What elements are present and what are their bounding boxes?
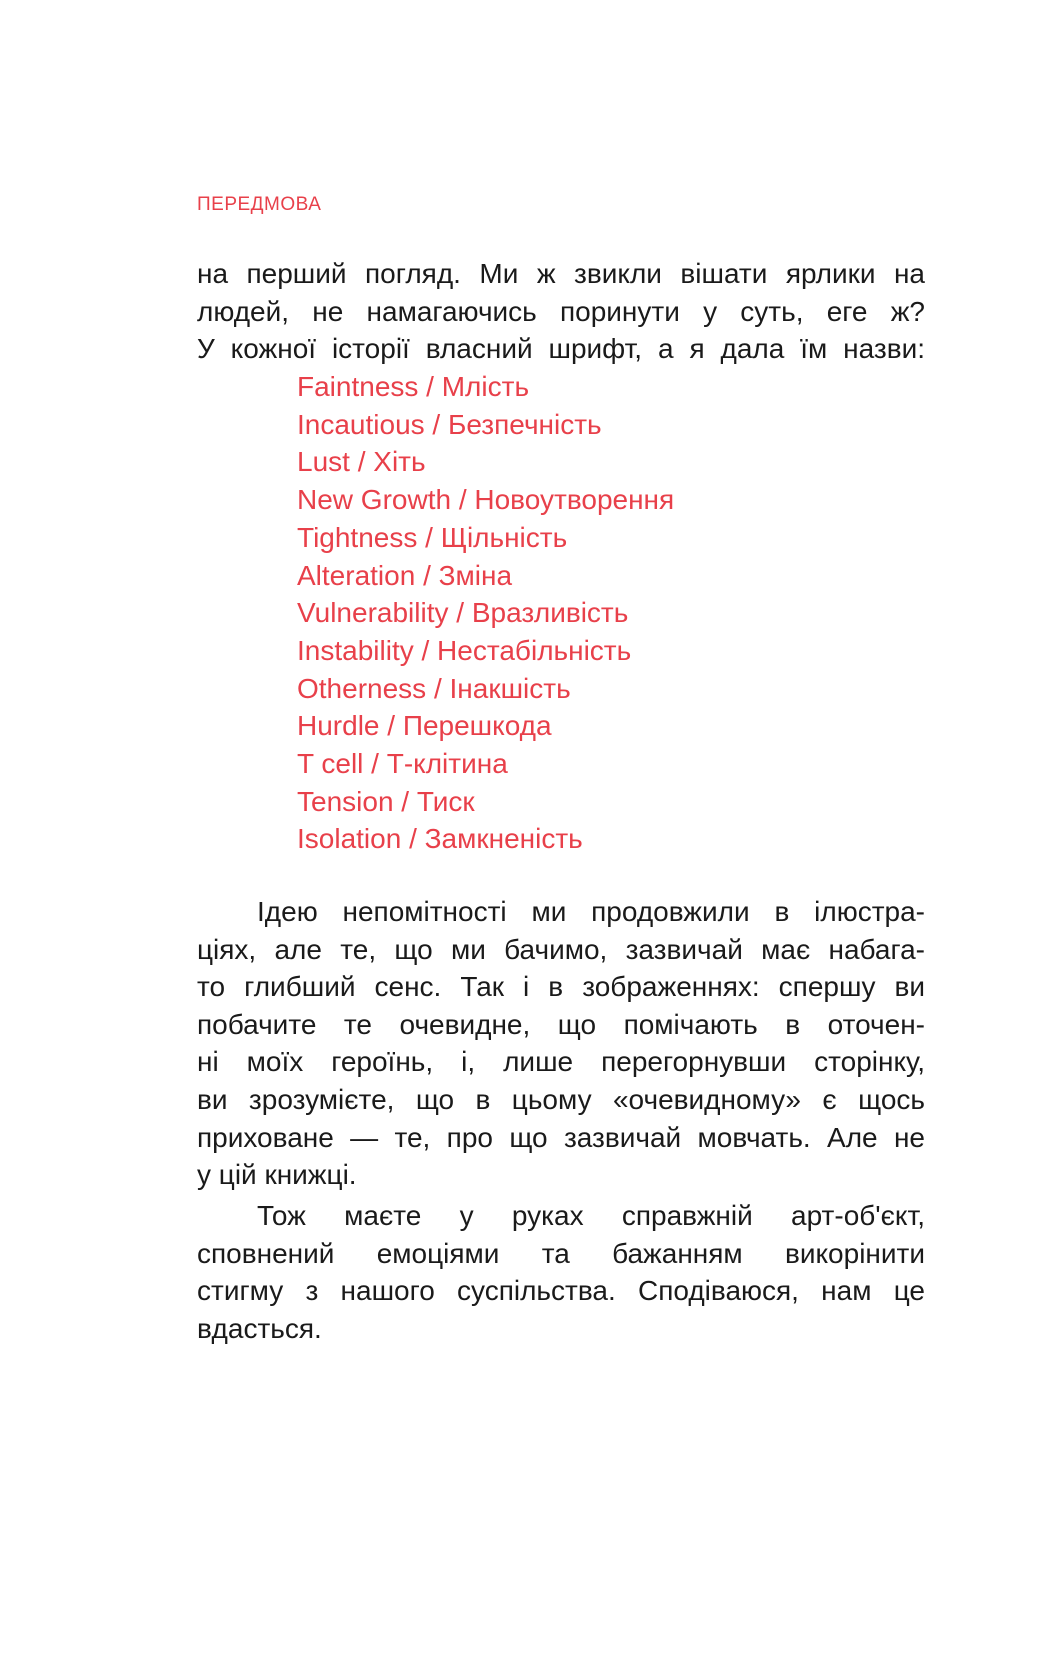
paragraph-line: сповнений емоціями та бажанням викорінити [197, 1237, 925, 1269]
intro-line: на перший погляд. Ми ж звикли вішати ярлики на [197, 258, 925, 289]
paragraph-line: стигму з нашого суспільства. Сподіваюся, нам це [197, 1275, 925, 1307]
font-name-item: Tightness / Щільність [297, 521, 568, 553]
font-name-item: New Growth / Новоутворення [297, 484, 675, 516]
font-name-item: Lust / Хіть [297, 446, 426, 478]
font-name-item: Isolation / Замкненість [297, 823, 583, 855]
paragraph-line: Ідею непомітності ми продовжили в ілюстра- [257, 896, 925, 927]
font-name-item: Incautious / Безпечність [297, 408, 602, 440]
running-head: ПЕРЕДМОВА [197, 194, 322, 215]
font-name-item: Faintness / Млість [297, 371, 530, 402]
font-name-item: T cell / Т-клітина [297, 748, 508, 780]
paragraph-line: у цій книжці. [197, 1159, 357, 1191]
closing-paragraph [197, 1197, 925, 1347]
paragraph-line: побачите те очевидне, що помічають в оточен- [197, 1008, 925, 1040]
font-name-item: Tension / Тиск [297, 785, 475, 817]
paragraph-line: приховане — те, про що зазвичай мовчать. Але не [197, 1121, 925, 1153]
intro-paragraph [197, 255, 925, 368]
font-name-item: Vulnerability / Вразливість [297, 597, 629, 629]
paragraph-line: вдасться. [197, 1312, 322, 1344]
font-name-item: Otherness / Інакшість [297, 672, 571, 704]
font-name-item: Alteration / Зміна [297, 559, 513, 591]
font-name-item: Hurdle / Перешкода [297, 710, 552, 742]
paragraph-line: ви зрозумієте, що в цьому «очевидному» є щось [197, 1083, 925, 1115]
intro-line: людей, не намагаючись поринути у суть, еге ж? [197, 295, 925, 327]
paragraph-line: ні моїх героїнь, і, лише перегорнувши сторінку, [197, 1046, 925, 1078]
paragraph-line: то глибший сенс. Так і в зображеннях: спершу ви [197, 971, 925, 1003]
font-names-list [297, 368, 674, 858]
paragraph-line: Тож маєте у руках справжній арт-об'єкт, [257, 1200, 925, 1231]
paragraph-line: ціях, але те, що ми бачимо, зазвичай має набага- [197, 933, 925, 965]
illustrations-paragraph [197, 893, 925, 1194]
intro-line: У кожної історії власний шрифт, а я дала їм назви: [197, 333, 925, 365]
font-name-item: Instability / Нестабільність [297, 634, 632, 666]
